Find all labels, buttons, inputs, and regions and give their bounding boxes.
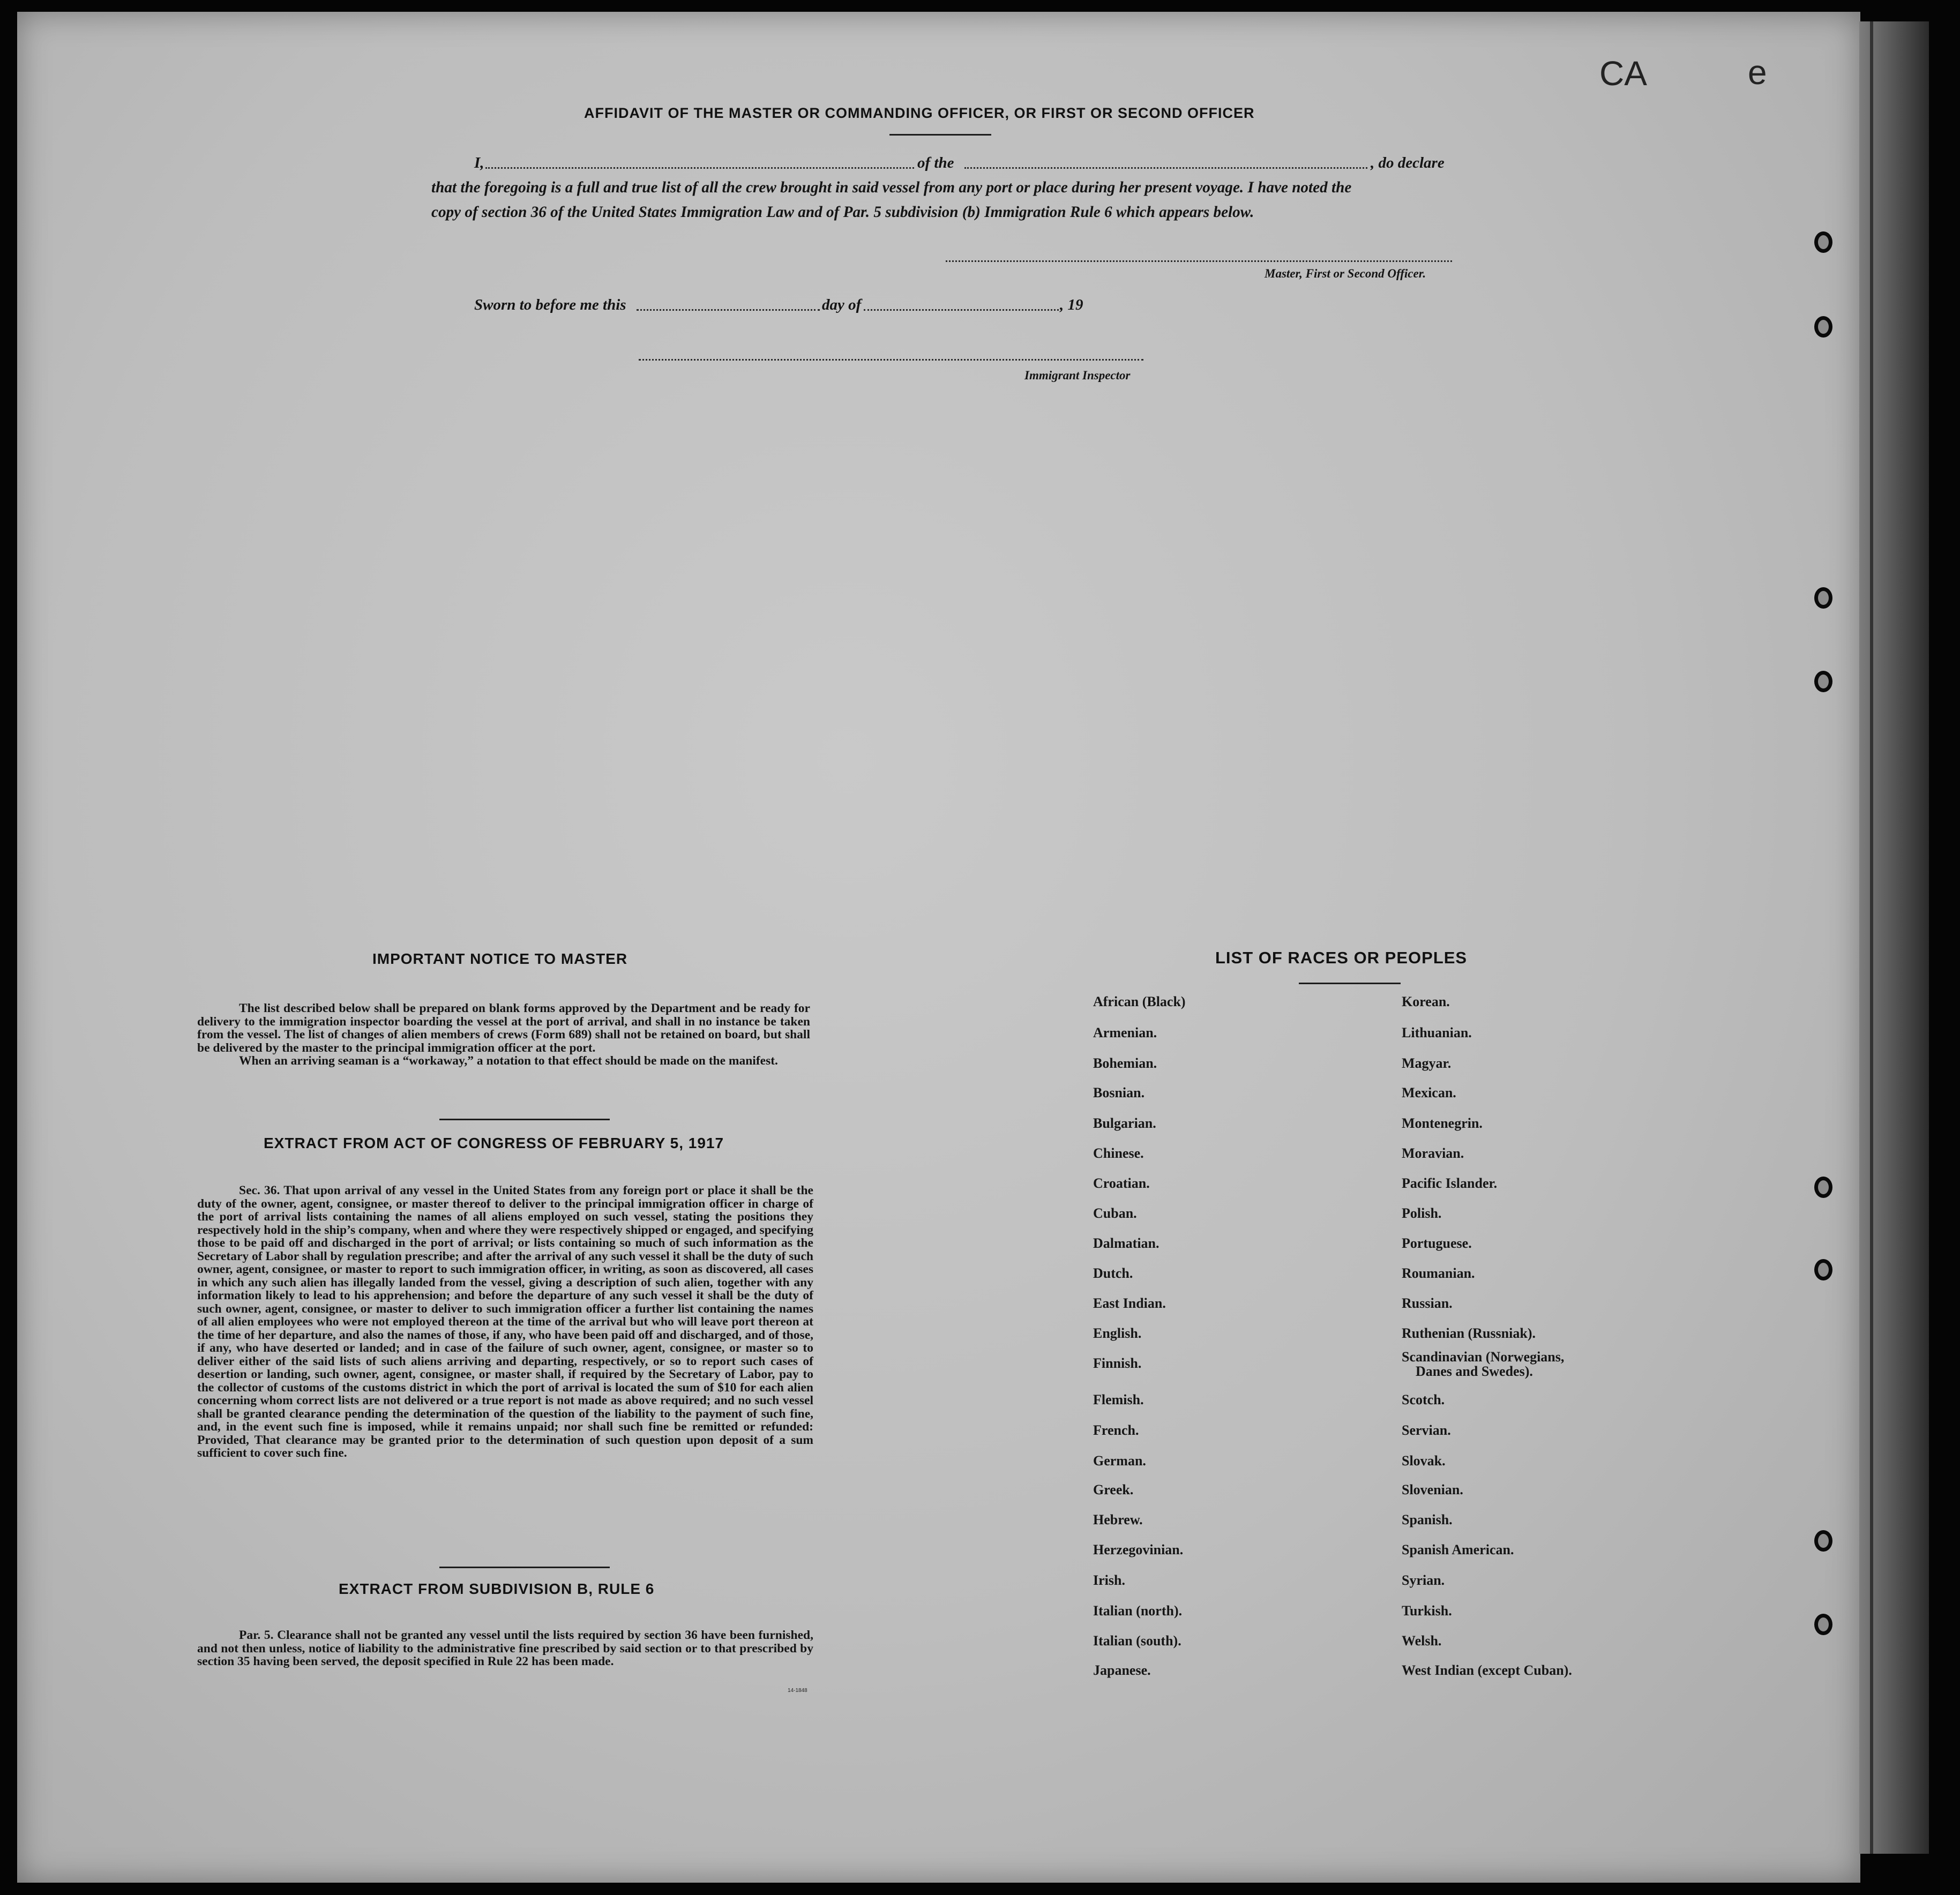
master-signature-label: Master, First or Second Officer. [1265, 267, 1426, 280]
races-title-rule [1299, 983, 1401, 984]
corner-mark-ca: CA [1599, 54, 1647, 93]
race-item: Syrian. [1402, 1572, 1445, 1588]
affidavit-of-the-label: of the [917, 154, 954, 171]
race-item: Bohemian. [1093, 1055, 1157, 1071]
vessel-name-field[interactable] [964, 167, 1367, 169]
binder-hole [1814, 1530, 1832, 1552]
race-item: Spanish. [1402, 1512, 1453, 1527]
inspector-label: Immigrant Inspector [1024, 369, 1131, 382]
race-item: Cuban. [1093, 1205, 1137, 1221]
binder-hole [1814, 1259, 1832, 1280]
notice-paragraph-1: The list described below shall be prepared on blank forms approved by the Department and be ready for delivery to the immigration inspector boarding the vessel at the port of arrival, and shall in no instance be taken from the vessel. The list of changes of alien members of crews (Form 689) shall not be retained on board, but shall be delivered by the master to the principal immigration officer at the port. [197, 1001, 810, 1055]
race-item: Herzegovinian. [1093, 1542, 1184, 1557]
race-item: Irish. [1093, 1572, 1125, 1588]
race-item: Lithuanian. [1402, 1025, 1472, 1040]
race-item: Greek. [1093, 1482, 1134, 1497]
race-item: Dutch. [1093, 1265, 1133, 1281]
races-title: LIST OF RACES OR PEOPLES [1215, 948, 1468, 967]
rule-extract-text [197, 1629, 813, 1668]
race-item: Polish. [1402, 1205, 1442, 1221]
year-label: , 19 [1060, 296, 1083, 313]
race-item: Chinese. [1093, 1145, 1144, 1161]
title-rule [889, 134, 991, 136]
affidavit-i-label: I, [474, 154, 484, 171]
race-item: Roumanian. [1402, 1265, 1475, 1281]
race-item: Japanese. [1093, 1662, 1151, 1678]
form-page [17, 12, 1860, 1883]
act-extract-text [197, 1184, 813, 1460]
affidavit-line-3: copy of section 36 of the United States Immigration Law and of Par. 5 subdivision (b) Immigration Rule 6 which appears below. [431, 204, 1254, 221]
race-item: Servian. [1402, 1422, 1451, 1438]
race-item: Ruthenian (Russniak). [1402, 1325, 1536, 1341]
race-item: Slovak. [1402, 1453, 1446, 1469]
race-item: Bulgarian. [1093, 1115, 1156, 1131]
race-item: Croatian. [1093, 1175, 1150, 1191]
race-item: Russian. [1402, 1295, 1453, 1311]
affidavit-declare-label: , do declare [1371, 154, 1445, 171]
race-item: Turkish. [1402, 1603, 1452, 1619]
race-item: Spanish American. [1402, 1542, 1514, 1557]
race-item: Armenian. [1093, 1025, 1157, 1040]
race-item: Welsh. [1402, 1633, 1442, 1649]
binder-hole [1814, 671, 1832, 692]
sworn-label: Sworn to before me this [474, 296, 626, 313]
binder-hole [1814, 231, 1832, 253]
race-item: Montenegrin. [1402, 1115, 1483, 1131]
day-of-label: day of [822, 296, 862, 313]
race-item: Italian (south). [1093, 1633, 1181, 1649]
race-item: English. [1093, 1325, 1142, 1341]
race-item: Pacific Islander. [1402, 1175, 1498, 1191]
race-item: French. [1093, 1422, 1139, 1438]
binder-hole [1814, 587, 1832, 609]
section-36-text: Sec. 36. That upon arrival of any vessel in the United States from any foreign port or place it shall be the duty of the owner, agent, consignee, or master thereof to deliver to the principal immigration officer in charge of the port of arrival lists containing the names of all aliens employed on such vessel, stating the positions they respectively hold in the ship’s company, when and where they were respectively shipped or engaged, and specifying those to be paid off and discharged in the port of arrival; or lists containing so much of such information as the Secretary of Labor shall by regulation prescribe; and after the arrival of any such vessel it shall be the duty of such owner, agent, consignee, or master to report to such immigration officer, in writing, as soon as discovered, all cases in which any such alien has illegally landed from the vessel, giving a description of such alien, together with any information likely to lead to his apprehension; and before the departure of any such vessel it shall be the duty of such owner, agent, consignee, or master to deliver to such immigration officer a further list containing the names of all alien employees who were not employed thereon at the time of the arrival but who will leave port thereon at the time of her departure, and also the names of those, if any, who have been paid off and discharged, and of those, if any, who have deserted or landed; and in case of the failure of such owner, agent, consignee, or master so to deliver either of the said lists of such aliens arriving and departing, respectively, or so to report such cases of desertion or landing, such owner, agent, consignee, or master shall, if required by the Secretary of Labor, pay to the collector of customs of the customs district in which the port of arrival is located the sum of $10 for each alien concerning whom correct lists are not delivered or a true report is not made as above required; and no such vessel shall be granted clearance pending the determination of the question of the liability to the payment of such fine, and, in the event such fine is imposed, while it remains unpaid; nor shall such fine be remitted or refunded: Provided, That clearance may be granted prior to the determination of such question upon deposit of a sum sufficient to cover such fine. [197, 1184, 813, 1460]
notice-text [197, 1002, 810, 1068]
master-name-field[interactable] [485, 167, 914, 169]
race-item: Moravian. [1402, 1145, 1464, 1161]
form-number: 14-1848 [788, 1688, 807, 1694]
race-item: Dalmatian. [1093, 1235, 1159, 1251]
sworn-month-field[interactable] [864, 309, 1059, 311]
act-extract-title: EXTRACT FROM ACT OF CONGRESS OF FEBRUARY 5, 1917 [264, 1135, 724, 1151]
race-item: Danes and Swedes). [1416, 1364, 1533, 1379]
rule-extract-title: EXTRACT FROM SUBDIVISION B, RULE 6 [339, 1581, 655, 1597]
inspector-signature-field[interactable] [639, 359, 1143, 361]
binder-hole [1814, 1614, 1832, 1635]
race-item: Bosnian. [1093, 1085, 1145, 1100]
race-item: Flemish. [1093, 1392, 1144, 1407]
race-item: Korean. [1402, 994, 1450, 1009]
section-rule [439, 1567, 610, 1568]
race-item: West Indian (except Cuban). [1402, 1662, 1572, 1678]
affidavit-line-2: that the foregoing is a full and true list of all the crew brought in said vessel from any port or place during her present voyage. I have noted the [431, 179, 1352, 196]
race-item: Mexican. [1402, 1085, 1456, 1100]
race-item: German. [1093, 1453, 1146, 1469]
race-item: Magyar. [1402, 1055, 1452, 1071]
master-signature-field[interactable] [946, 260, 1452, 262]
race-item: Finnish. [1093, 1355, 1142, 1371]
race-item: African (Black) [1093, 994, 1186, 1009]
race-item: East Indian. [1093, 1295, 1166, 1311]
affidavit-title: AFFIDAVIT OF THE MASTER OR COMMANDING OFFICER, OR FIRST OR SECOND OFFICER [584, 105, 1255, 121]
section-rule [439, 1119, 610, 1120]
corner-mark-e: e [1748, 53, 1767, 92]
par-5-text: Par. 5. Clearance shall not be granted any vessel until the lists required by section 36 have been furnished, and not then unless, notice of liability to the administrative fine prescribed by said section or to that prescribed by section 35 having been served, the deposit specified in Rule 22 has been made. [197, 1628, 813, 1668]
race-item: Scandinavian (Norwegians, [1402, 1349, 1565, 1365]
race-item: Portuguese. [1402, 1235, 1472, 1251]
race-item: Hebrew. [1093, 1512, 1143, 1527]
race-item: Italian (north). [1093, 1603, 1183, 1619]
sworn-day-field[interactable] [637, 309, 820, 311]
binder-hole [1814, 1177, 1832, 1198]
notice-title: IMPORTANT NOTICE TO MASTER [372, 950, 628, 967]
page-edge-line [1870, 21, 1873, 1854]
race-item: Slovenian. [1402, 1482, 1463, 1497]
notice-paragraph-2: When an arriving seaman is a “workaway,” a notation to that effect should be made on the manifest. [239, 1054, 778, 1068]
binder-hole [1814, 316, 1832, 338]
race-item: Scotch. [1402, 1392, 1445, 1407]
